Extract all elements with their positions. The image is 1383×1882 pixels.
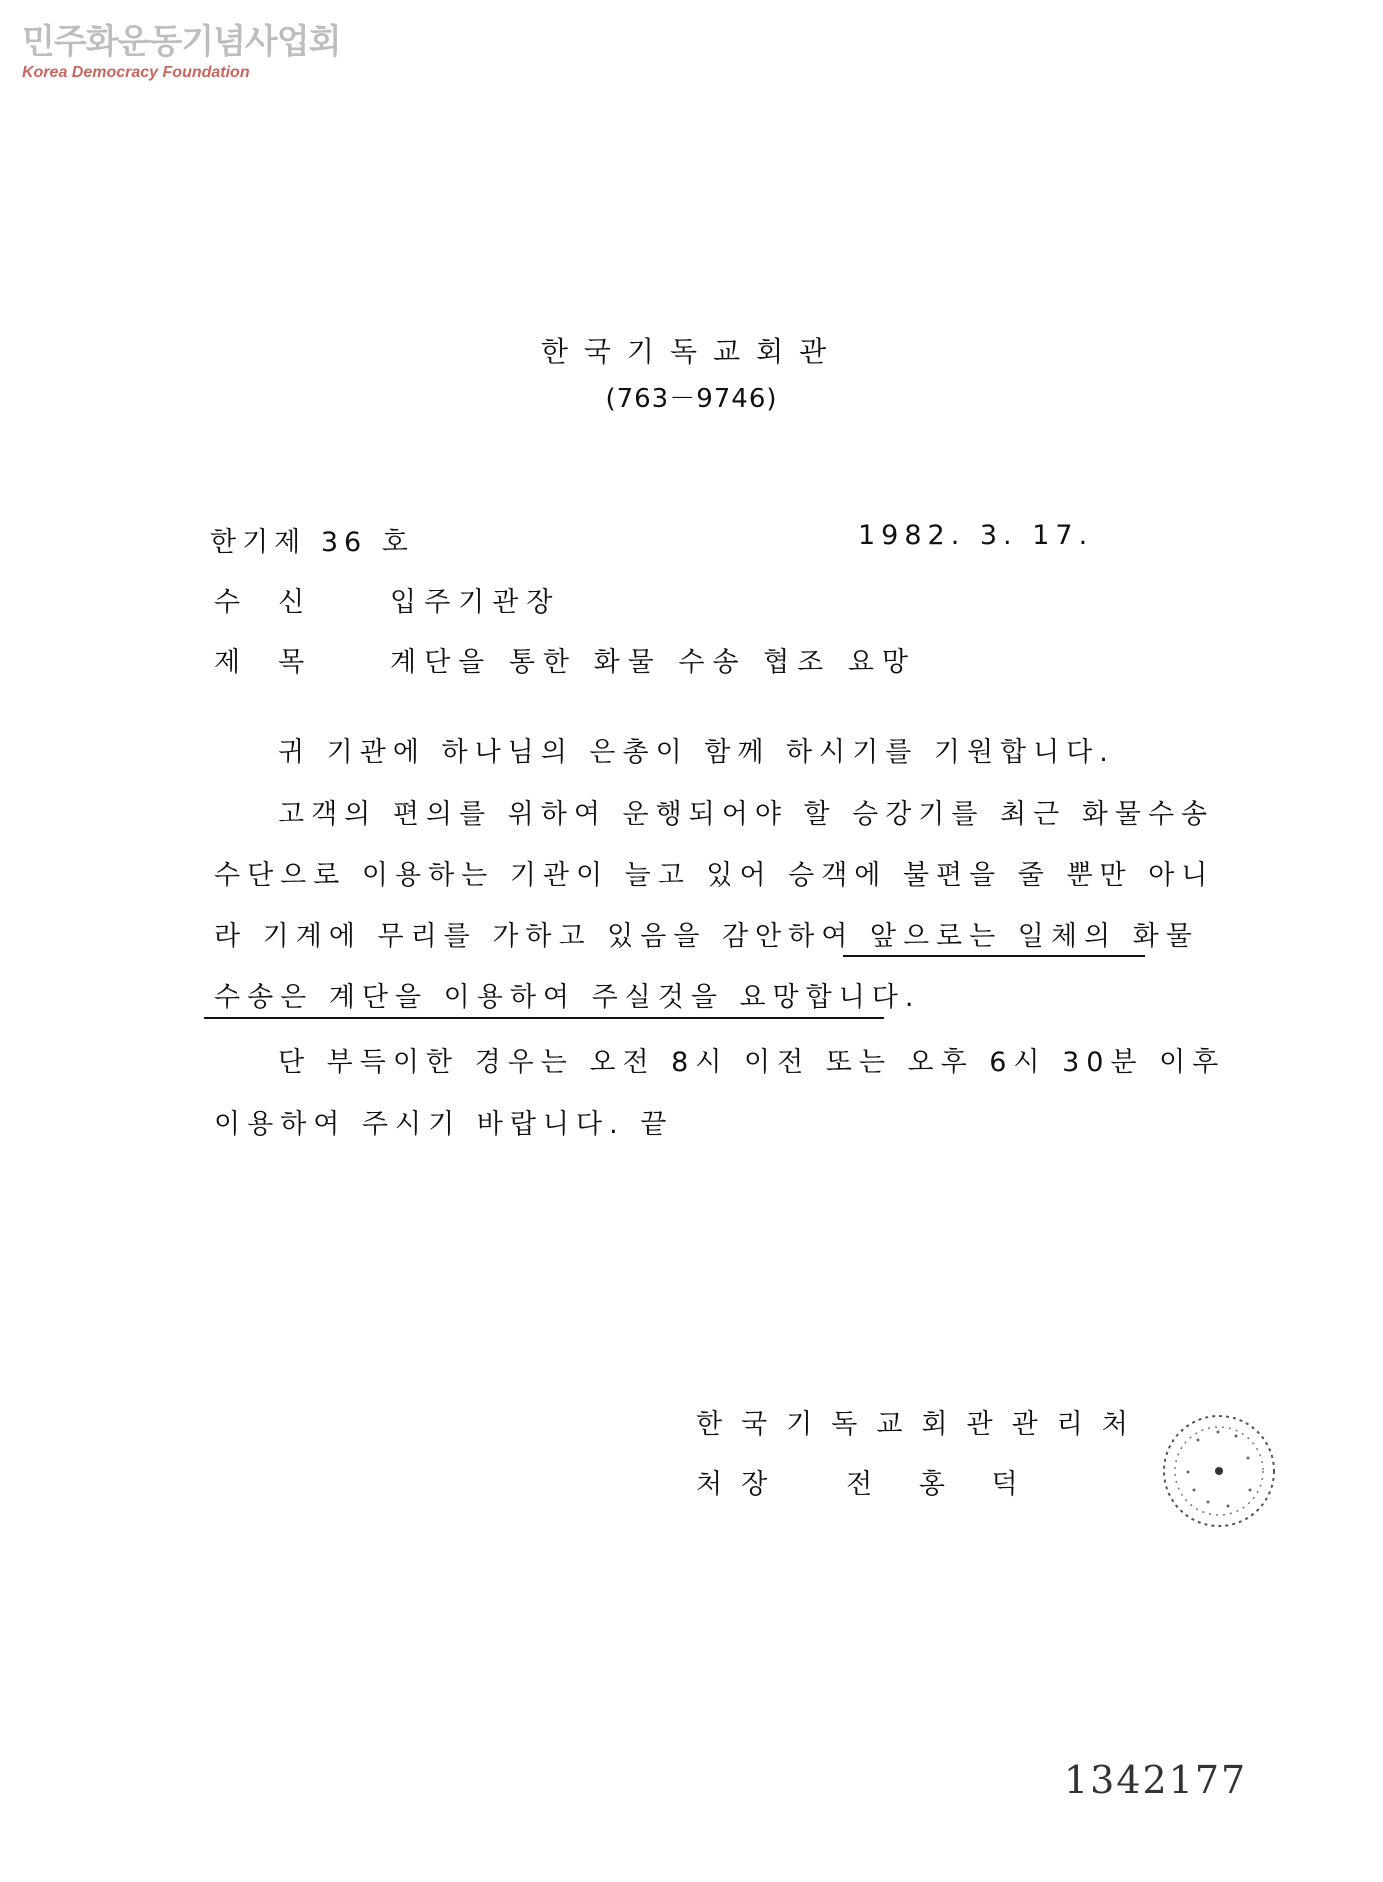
- recipient-label: 수신: [214, 587, 343, 618]
- underline-mark: [204, 1017, 884, 1019]
- body-line: 수단으로 이용하는 기관이 늘고 있어 승객에 불편을 줄 뿐만 아니: [214, 860, 1215, 891]
- recipient-value: 입주기관장: [390, 587, 561, 618]
- watermark-korean: 민주화운동기념사업회: [22, 22, 341, 62]
- body-line: 고객의 편의를 위하여 운행되어야 할 승강기를 최근 화물수송: [278, 799, 1215, 830]
- organization-phone: (763－9746): [605, 384, 778, 414]
- body-closing: 이용하여 주시기 바랍니다. 끝: [214, 1109, 674, 1140]
- subject-value: 계단을 통한 화물 수송 협조 요망: [390, 647, 916, 678]
- body-line: 라 기계에 무리를 가하고 있음을 감안하여 앞으로는 일체의 화물: [214, 921, 1199, 952]
- signature-name: 전 홍 덕: [846, 1469, 1037, 1500]
- document-date: 1982. 3. 17.: [858, 520, 1094, 551]
- underline-mark: [843, 955, 1145, 957]
- signature-line: [696, 1462, 1037, 1501]
- signature-office: 한국기독교회관관리처: [696, 1409, 1147, 1440]
- body-line: 수송은 계단을 이용하여 주실것을 요망합니다.: [214, 982, 921, 1013]
- organization-name: 한국기독교회관: [540, 335, 843, 368]
- document-number: 한기제 36 호: [210, 527, 414, 558]
- archive-number: 1342177: [1064, 1758, 1248, 1802]
- body-greeting: 귀 기관에 하나님의 은총이 함께 하시기를 기원합니다.: [278, 737, 1115, 768]
- body-line: 단 부득이한 경우는 오전 8시 이전 또는 오후 6시 30분 이후: [278, 1047, 1226, 1078]
- subject-label: 제목: [214, 647, 343, 678]
- watermark-english: Korea Democracy Foundation: [22, 64, 250, 81]
- signature-title: 처장: [696, 1469, 787, 1500]
- foundation-watermark: [22, 22, 340, 84]
- official-seal-stamp: [1158, 1410, 1280, 1532]
